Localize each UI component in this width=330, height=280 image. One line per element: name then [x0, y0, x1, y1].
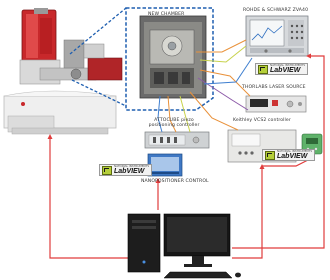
keyboard-icon	[164, 272, 232, 278]
piezo-label: ATTOCUBE piezo positioning controller	[148, 118, 200, 129]
nano-control-label: NANOPOSITIONER CONTROL	[141, 179, 209, 184]
sem-microscope-icon	[4, 8, 122, 134]
network-analyzer-icon	[246, 16, 308, 56]
nanopositioner-controller-icon	[148, 154, 182, 176]
laser-source-icon	[246, 96, 306, 112]
signal-analyzer-label: ROHDE & SCHWARZ ZVA40	[243, 8, 309, 13]
dc-source-label: Keithley VCS2 controller	[233, 118, 291, 123]
vacuum-chamber-icon	[140, 16, 206, 98]
laser-label: THORLABS LASER SOURCE	[242, 85, 306, 90]
labview-logo-1: NATIONAL INSTRUMENTS LabVIEW	[255, 63, 308, 75]
piezo-controller-icon	[145, 132, 209, 148]
sem-label: NEW CHAMBER	[148, 12, 185, 17]
mouse-icon	[235, 273, 241, 278]
labview-mark-icon	[258, 65, 268, 74]
labview-mark-icon	[102, 166, 112, 175]
desktop-pc-icon	[128, 214, 160, 272]
labview-logo-2: NATIONAL INSTRUMENTS LabVIEW	[262, 149, 315, 161]
labview-logo-3: NATIONAL INSTRUMENTS LabVIEW	[99, 164, 152, 176]
labview-mark-icon	[265, 151, 275, 160]
monitor-icon	[164, 214, 230, 267]
